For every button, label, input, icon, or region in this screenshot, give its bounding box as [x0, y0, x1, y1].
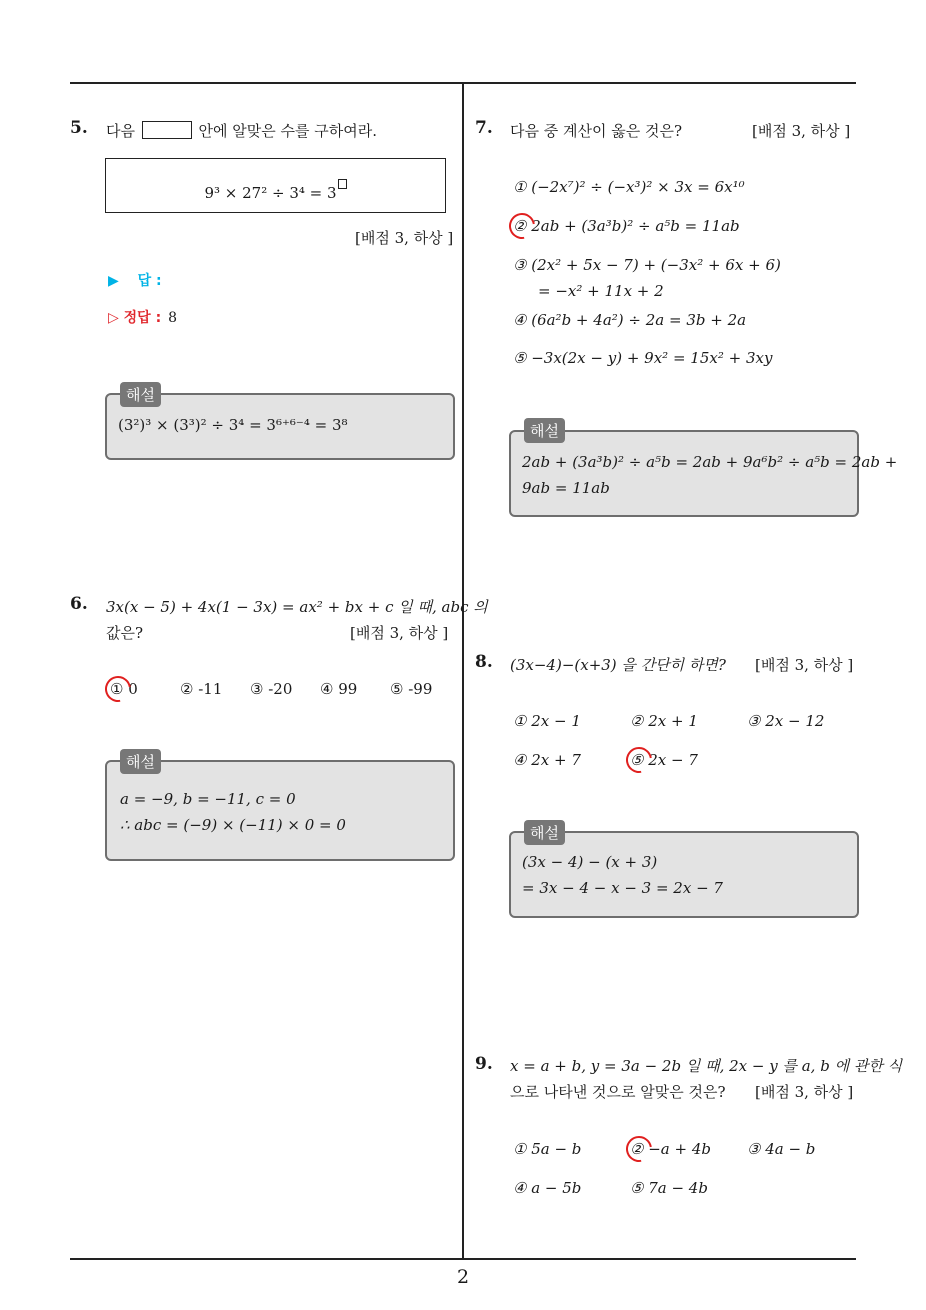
outline-triangle-icon: ▷	[108, 310, 119, 326]
blank-box	[142, 121, 192, 139]
formula-text: 9³ × 27² ÷ 3⁴ = 3	[204, 184, 337, 202]
solution-tab: 해설	[524, 418, 565, 443]
solution-line: 9ab = 11ab	[522, 479, 610, 497]
answer-mark-icon	[621, 1131, 657, 1167]
choice-1[interactable]: ① 0	[110, 680, 138, 698]
choice-1[interactable]: ① 2x − 1	[513, 712, 581, 730]
choice-2[interactable]: ② 2x + 1	[630, 712, 698, 730]
choice-3-continued: = −x² + 11x + 2	[538, 282, 664, 300]
solution-tab: 해설	[524, 820, 565, 845]
formula-box	[105, 158, 446, 213]
solution-box	[509, 430, 859, 517]
choice-5[interactable]: ⑤ 7a − 4b	[630, 1179, 708, 1197]
question-number: 8.	[475, 652, 493, 672]
question-number: 9.	[475, 1054, 493, 1074]
choice-5[interactable]: ⑤ −3x(2x − y) + 9x² = 15x² + 3xy	[513, 349, 773, 367]
choice-1[interactable]: ① (−2x⁷)² ÷ (−x³)² × 3x = 6x¹⁰	[513, 178, 745, 196]
points-label: [배점 3, 하상 ]	[755, 1083, 854, 1101]
answer-mark-icon	[100, 671, 136, 707]
correct-answer-row	[108, 307, 177, 327]
choice-1[interactable]: ① 5a − b	[513, 1140, 582, 1158]
points-label: [배점 3, 하상 ]	[755, 656, 854, 674]
solution-line: 2ab + (3a³b)² ÷ a⁵b = 2ab + 9a⁶b² ÷ a⁵b = 2ab +	[522, 453, 898, 471]
answer-mark-icon	[621, 742, 657, 778]
question-text-before: 다음	[106, 122, 135, 140]
solution-tab: 해설	[120, 382, 161, 407]
choice-4[interactable]: ④ (6a²b + 4a²) ÷ 2a = 3b + 2a	[513, 311, 747, 329]
solution-line: = 3x − 4 − x − 3 = 2x − 7	[522, 879, 723, 897]
question-text: 다음 중 계산이 옳은 것은?	[510, 122, 683, 140]
solution-line: (3x − 4) − (x + 3)	[522, 853, 658, 871]
question-text	[106, 120, 377, 141]
question-text: (3x−4)−(x+3) 을 간단히 하면?	[510, 656, 726, 674]
question-text-line2: 으로 나타낸 것으로 알맞은 것은?	[510, 1083, 726, 1101]
choice-5[interactable]: ⑤ -99	[390, 680, 433, 698]
answer-label: 답 :	[137, 273, 162, 289]
points-label: [배점 3, 하상 ]	[752, 122, 851, 140]
solution-line: (3²)³ × (3³)² ÷ 3⁴ = 3⁶⁺⁶⁻⁴ = 3⁸	[118, 416, 348, 434]
solution-box	[105, 760, 455, 861]
choice-3[interactable]: ③ (2x² + 5x − 7) + (−3x² + 6x + 6)	[513, 256, 781, 274]
blank-square	[338, 179, 347, 189]
choice-5[interactable]: ⑤ 2x − 7	[630, 751, 698, 769]
question-number: 5.	[70, 118, 88, 138]
points-label: [배점 3, 하상 ]	[355, 229, 454, 247]
choice-2[interactable]: ② −a + 4b	[630, 1140, 711, 1158]
answer-mark-icon	[504, 208, 540, 244]
choice-2[interactable]: ② -11	[180, 680, 223, 698]
choice-4[interactable]: ④ 2x + 7	[513, 751, 581, 769]
correct-label: 정답 :	[123, 310, 162, 326]
question-text-line2: 값은?	[106, 624, 144, 642]
solution-line: a = −9, b = −11, c = 0	[120, 790, 296, 808]
question-text: x = a + b, y = 3a − 2b 일 때, 2x − y 를 a, b 에 관한 식	[510, 1057, 903, 1075]
column-divider	[462, 83, 464, 1259]
solution-line: ∴ abc = (−9) × (−11) × 0 = 0	[120, 816, 346, 834]
solution-tab: 해설	[120, 749, 161, 774]
formula	[106, 179, 445, 202]
choice-3[interactable]: ③ 4a − b	[747, 1140, 816, 1158]
points-label: [배점 3, 하상 ]	[350, 624, 449, 642]
play-triangle-icon: ▶	[108, 273, 119, 289]
choice-4[interactable]: ④ a − 5b	[513, 1179, 582, 1197]
choice-4[interactable]: ④ 99	[320, 680, 358, 698]
question-number: 7.	[475, 118, 493, 138]
page-number: 2	[456, 1266, 470, 1288]
bottom-rule	[70, 1258, 856, 1260]
question-text-after: 안에 알맞은 수를 구하여라.	[198, 122, 378, 140]
question-number: 6.	[70, 594, 88, 614]
correct-value: 8	[168, 310, 177, 326]
choice-2[interactable]: ② 2ab + (3a³b)² ÷ a⁵b = 11ab	[513, 217, 740, 235]
choice-3[interactable]: ③ -20	[250, 680, 293, 698]
answer-row	[108, 270, 162, 290]
choice-3[interactable]: ③ 2x − 12	[747, 712, 825, 730]
question-text: 3x(x − 5) + 4x(1 − 3x) = ax² + bx + c 일 때, abc 의	[106, 598, 488, 616]
